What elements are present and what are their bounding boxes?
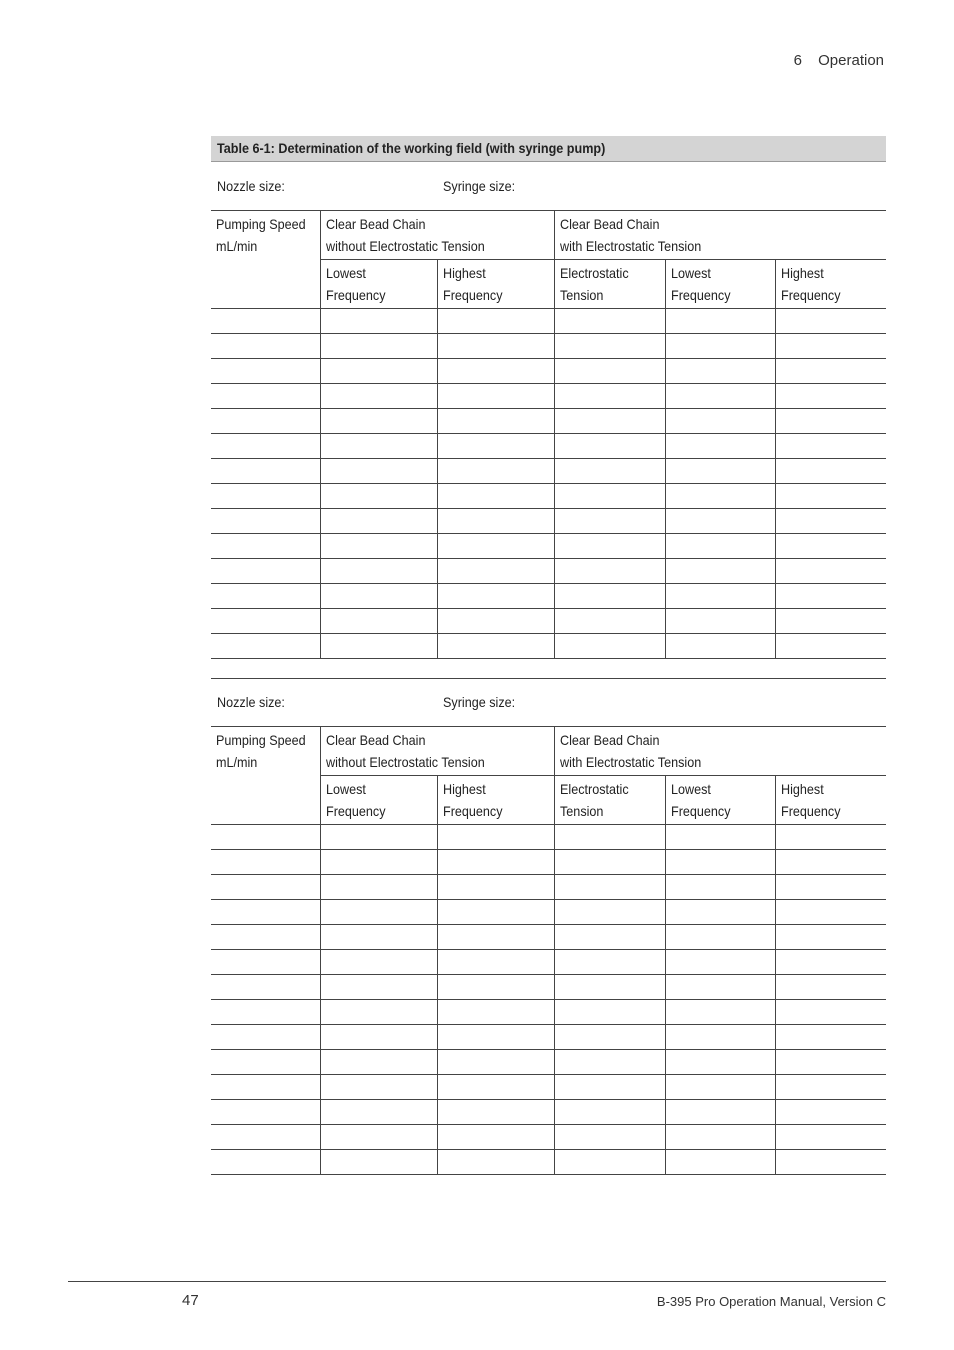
table-cell — [775, 900, 886, 925]
table-cell — [554, 384, 665, 409]
header-pumping-speed: Pumping Speed mL/min — [211, 211, 320, 309]
table-cell — [554, 509, 665, 534]
table-cell — [437, 850, 554, 875]
table-cell — [320, 459, 437, 484]
table-cell — [665, 900, 775, 925]
table-cell — [775, 609, 886, 634]
table-cell — [211, 1050, 320, 1075]
header-with-tension: Clear Bead Chain with Electrostatic Tension — [554, 211, 886, 260]
table-cell — [554, 434, 665, 459]
table-cell — [211, 584, 320, 609]
table-cell — [665, 1075, 775, 1100]
table-cell — [665, 384, 775, 409]
table-cell — [775, 875, 886, 900]
table-row — [211, 309, 886, 334]
table-cell — [211, 975, 320, 1000]
table-row — [211, 584, 886, 609]
table-cell — [320, 484, 437, 509]
table-cell — [211, 459, 320, 484]
table-row — [211, 359, 886, 384]
table-row — [211, 459, 886, 484]
table-cell — [211, 1150, 320, 1175]
footer-rule — [68, 1281, 886, 1282]
table-cell — [665, 509, 775, 534]
table-cell — [211, 409, 320, 434]
table-row — [211, 1050, 886, 1075]
table-cell — [775, 584, 886, 609]
table-row — [211, 850, 886, 875]
table-cell — [437, 584, 554, 609]
table-cell — [775, 509, 886, 534]
table-cell — [437, 1100, 554, 1125]
table-row — [211, 875, 886, 900]
table-cell — [665, 975, 775, 1000]
table-cell — [437, 359, 554, 384]
table-cell — [665, 1100, 775, 1125]
table-cell — [437, 409, 554, 434]
table-cell — [775, 534, 886, 559]
table-cell — [211, 1000, 320, 1025]
table-caption: Table 6-1: Determination of the working field (with syringe pump) — [217, 140, 606, 156]
table-cell — [211, 1075, 320, 1100]
table-cell — [211, 434, 320, 459]
table-cell — [211, 309, 320, 334]
table-cell — [320, 634, 437, 659]
table-row — [211, 534, 886, 559]
table-cell — [320, 509, 437, 534]
header-electrostatic-tension: Electrostatic Tension — [554, 260, 665, 309]
table-cell — [775, 1075, 886, 1100]
table-row — [211, 1150, 886, 1175]
table-row — [211, 950, 886, 975]
table-cell — [437, 534, 554, 559]
table-cell — [320, 875, 437, 900]
table-cell — [665, 1025, 775, 1050]
syringe-size-label: Syringe size: — [443, 178, 516, 194]
table-cell — [437, 1125, 554, 1150]
header-pumping-speed: Pumping Speed mL/min — [211, 727, 320, 825]
table-cell — [211, 484, 320, 509]
table-cell — [320, 850, 437, 875]
working-field-table-2 — [211, 726, 886, 1175]
table-cell — [665, 434, 775, 459]
table-row — [211, 900, 886, 925]
table-caption-bar — [211, 136, 886, 162]
table-cell — [665, 309, 775, 334]
table-cell — [320, 559, 437, 584]
table-cell — [211, 825, 320, 850]
header-highest-frequency: Highest Frequency — [775, 260, 886, 309]
section-number: 6 — [793, 52, 802, 69]
table-row — [211, 634, 886, 659]
table-cell — [320, 534, 437, 559]
table-row — [211, 975, 886, 1000]
table-cell — [320, 950, 437, 975]
table-cell — [554, 900, 665, 925]
page-number: 47 — [182, 1292, 199, 1309]
table-cell — [665, 875, 775, 900]
manual-title: B-395 Pro Operation Manual, Version C — [656, 1294, 886, 1309]
nozzle-size-label: Nozzle size: — [217, 178, 285, 194]
table-cell — [437, 925, 554, 950]
table-cell — [211, 925, 320, 950]
table-cell — [320, 584, 437, 609]
table-cell — [665, 1150, 775, 1175]
table-cell — [554, 609, 665, 634]
table-cell — [554, 1125, 665, 1150]
table-row — [211, 484, 886, 509]
table-cell — [775, 925, 886, 950]
table-cell — [554, 1050, 665, 1075]
table-row — [211, 509, 886, 534]
header-highest-frequency: Highest Frequency — [775, 776, 886, 825]
table-cell — [320, 1100, 437, 1125]
table-cell — [320, 334, 437, 359]
table-cell — [320, 1125, 437, 1150]
table-cell — [554, 850, 665, 875]
table-cell — [437, 1000, 554, 1025]
header-with-tension: Clear Bead Chain with Electrostatic Tension — [554, 727, 886, 776]
header-without-tension: Clear Bead Chain without Electrostatic Tension — [320, 211, 554, 260]
section-title: Operation — [818, 52, 884, 69]
table-cell — [320, 384, 437, 409]
table-cell — [665, 334, 775, 359]
table-cell — [554, 534, 665, 559]
table-row — [211, 1100, 886, 1125]
table-row — [211, 1025, 886, 1050]
table-cell — [775, 1050, 886, 1075]
table-cell — [665, 1050, 775, 1075]
table-cell — [437, 434, 554, 459]
table-row — [211, 1075, 886, 1100]
table-cell — [320, 825, 437, 850]
nozzle-size-label: Nozzle size: — [217, 694, 285, 710]
header-lowest-frequency: Lowest Frequency — [320, 776, 437, 825]
table-cell — [554, 409, 665, 434]
table-cell — [437, 975, 554, 1000]
table-cell — [437, 1075, 554, 1100]
table-cell — [437, 334, 554, 359]
table-cell — [665, 359, 775, 384]
table-cell — [211, 359, 320, 384]
table-cell — [554, 1075, 665, 1100]
table-cell — [211, 534, 320, 559]
table-cell — [320, 359, 437, 384]
table-cell — [775, 950, 886, 975]
table-cell — [775, 825, 886, 850]
table-cell — [320, 1025, 437, 1050]
table-cell — [554, 309, 665, 334]
table-cell — [554, 1000, 665, 1025]
table-cell — [437, 309, 554, 334]
header-lowest-frequency: Lowest Frequency — [665, 776, 775, 825]
table-cell — [665, 925, 775, 950]
table-cell — [775, 484, 886, 509]
table-cell — [211, 875, 320, 900]
table-cell — [554, 634, 665, 659]
header-without-tension: Clear Bead Chain without Electrostatic Tension — [320, 727, 554, 776]
table-cell — [211, 900, 320, 925]
table-cell — [554, 584, 665, 609]
table-cell — [320, 900, 437, 925]
table-cell — [211, 384, 320, 409]
table-cell — [554, 484, 665, 509]
table-cell — [775, 975, 886, 1000]
table-row — [211, 384, 886, 409]
form-fields-2 — [211, 694, 886, 716]
table-cell — [320, 975, 437, 1000]
syringe-size-label: Syringe size: — [443, 694, 516, 710]
table-cell — [665, 1000, 775, 1025]
block-separator — [211, 678, 886, 679]
table-row — [211, 409, 886, 434]
table-cell — [775, 559, 886, 584]
table-cell — [665, 1125, 775, 1150]
table-cell — [665, 459, 775, 484]
table-cell — [320, 1150, 437, 1175]
table-row — [211, 434, 886, 459]
table-cell — [665, 584, 775, 609]
table-row — [211, 334, 886, 359]
table-cell — [554, 875, 665, 900]
table-cell — [320, 434, 437, 459]
table-cell — [775, 384, 886, 409]
table-cell — [554, 825, 665, 850]
table-cell — [775, 1100, 886, 1125]
table-cell — [665, 950, 775, 975]
table-cell — [665, 534, 775, 559]
table-cell — [665, 850, 775, 875]
header-highest-frequency: Highest Frequency — [437, 260, 554, 309]
table-cell — [211, 634, 320, 659]
table-cell — [665, 634, 775, 659]
header-electrostatic-tension: Electrostatic Tension — [554, 776, 665, 825]
header-lowest-frequency: Lowest Frequency — [665, 260, 775, 309]
table-cell — [665, 825, 775, 850]
table-cell — [554, 459, 665, 484]
table-cell — [437, 1150, 554, 1175]
table-cell — [554, 334, 665, 359]
table-cell — [211, 1125, 320, 1150]
table-cell — [665, 409, 775, 434]
table-cell — [320, 1075, 437, 1100]
table-cell — [211, 850, 320, 875]
table-cell — [554, 950, 665, 975]
table-cell — [554, 559, 665, 584]
table-row — [211, 1000, 886, 1025]
table-cell — [437, 875, 554, 900]
table-row — [211, 925, 886, 950]
table-cell — [211, 1025, 320, 1050]
table-cell — [775, 1000, 886, 1025]
table-cell — [211, 559, 320, 584]
working-field-table-1 — [211, 210, 886, 659]
table-cell — [437, 900, 554, 925]
table-cell — [554, 359, 665, 384]
table-cell — [211, 950, 320, 975]
table-cell — [554, 1025, 665, 1050]
table-cell — [211, 334, 320, 359]
table-cell — [320, 1000, 437, 1025]
table-cell — [665, 609, 775, 634]
table-cell — [665, 559, 775, 584]
table-cell — [320, 409, 437, 434]
header-lowest-frequency: Lowest Frequency — [320, 260, 437, 309]
table-cell — [775, 1125, 886, 1150]
table-cell — [554, 1150, 665, 1175]
table-cell — [437, 559, 554, 584]
table-cell — [775, 434, 886, 459]
table-cell — [554, 1100, 665, 1125]
header-highest-frequency: Highest Frequency — [437, 776, 554, 825]
table-cell — [775, 409, 886, 434]
table-cell — [437, 484, 554, 509]
table-cell — [775, 309, 886, 334]
table-row — [211, 609, 886, 634]
table-cell — [437, 509, 554, 534]
table-cell — [775, 459, 886, 484]
table-cell — [437, 1050, 554, 1075]
table-cell — [437, 459, 554, 484]
table-cell — [775, 1025, 886, 1050]
table-cell — [211, 609, 320, 634]
table-cell — [320, 925, 437, 950]
table-cell — [775, 359, 886, 384]
table-cell — [775, 334, 886, 359]
running-header — [794, 52, 884, 69]
table-cell — [211, 509, 320, 534]
table-cell — [775, 1150, 886, 1175]
table-cell — [320, 309, 437, 334]
table-cell — [665, 484, 775, 509]
table-cell — [320, 1050, 437, 1075]
table-cell — [554, 925, 665, 950]
table-cell — [437, 384, 554, 409]
table-cell — [775, 634, 886, 659]
table-cell — [437, 1025, 554, 1050]
table-cell — [554, 975, 665, 1000]
table-cell — [437, 950, 554, 975]
table-cell — [211, 1100, 320, 1125]
table-cell — [437, 609, 554, 634]
table-row — [211, 1125, 886, 1150]
table-row — [211, 559, 886, 584]
table-row — [211, 825, 886, 850]
table-cell — [437, 634, 554, 659]
table-cell — [437, 825, 554, 850]
table-cell — [320, 609, 437, 634]
table-cell — [775, 850, 886, 875]
form-fields-1 — [211, 178, 886, 200]
